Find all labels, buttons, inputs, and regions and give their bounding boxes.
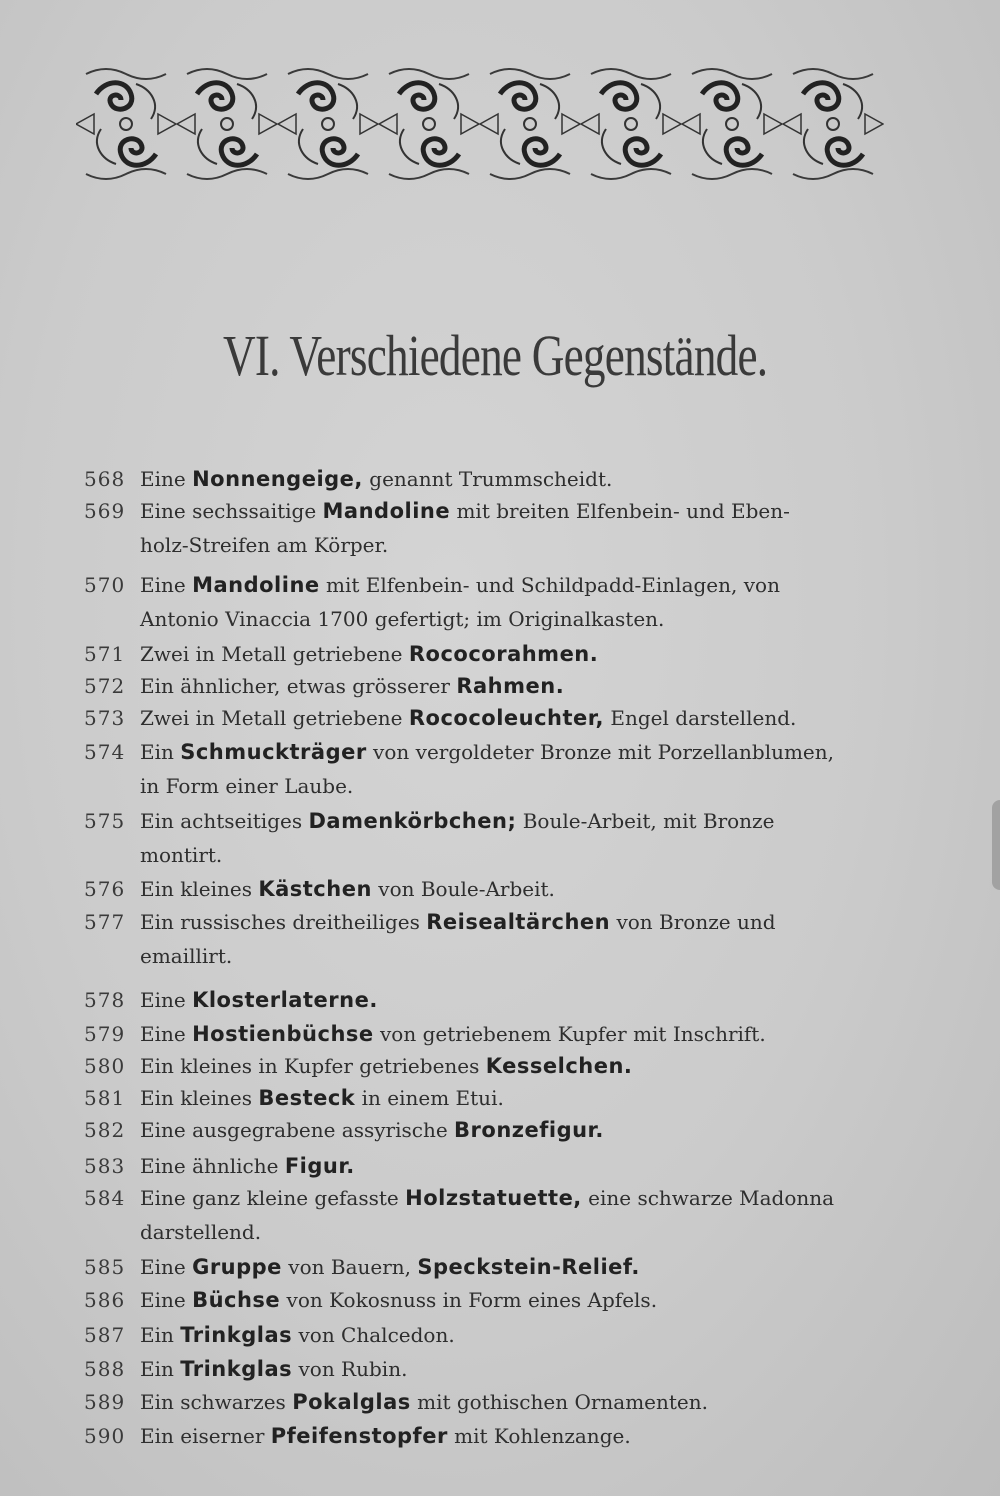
entry-text xyxy=(140,1419,631,1453)
entry-text xyxy=(140,1181,834,1215)
entry-text xyxy=(140,1081,504,1115)
catalogue-entry xyxy=(84,1081,894,1115)
catalogue-entry xyxy=(84,1049,894,1083)
entry-object-name: Damenkörbchen; xyxy=(308,809,517,833)
catalogue-entry xyxy=(84,983,894,1017)
entry-object-name: Schmuckträger xyxy=(180,740,367,764)
entry-object-name: Hostienbüchse xyxy=(192,1022,374,1046)
entry-text-lead: Ein schwarzes xyxy=(140,1390,293,1414)
entry-number: 585 xyxy=(84,1255,126,1279)
catalogue-entry xyxy=(84,1318,894,1352)
entry-text xyxy=(140,983,378,1017)
entry-object-name: Trinkglas xyxy=(180,1323,293,1347)
entry-text-lead: Eine xyxy=(140,988,193,1012)
entry-object-name: Pfeifenstopfer xyxy=(270,1424,448,1448)
catalogue-entry xyxy=(84,804,894,867)
entry-text xyxy=(140,1352,407,1386)
entry-object-name: Gruppe xyxy=(192,1255,282,1279)
entry-object-name: Pokalglas xyxy=(292,1390,411,1414)
entry-text xyxy=(140,494,790,528)
catalogue-entry xyxy=(84,735,894,798)
entry-text-tail: mit breiten Elfenbein- und Eben- xyxy=(450,499,790,523)
entry-number: 587 xyxy=(84,1323,126,1347)
entry-text xyxy=(140,1113,604,1147)
entry-continuation: in Form einer Laube. xyxy=(140,774,354,798)
entry-text xyxy=(140,701,796,735)
entry-text xyxy=(140,462,612,496)
entry-text-lead: Eine xyxy=(140,573,193,597)
entry-text-lead: Eine xyxy=(140,1288,193,1312)
entry-text-tail: von getriebenem Kupfer mit Inschrift. xyxy=(373,1022,766,1046)
catalogue-entry xyxy=(84,1283,894,1317)
catalogue-entry xyxy=(84,568,894,631)
section-heading: VI. Verschiedene Gegenstände. xyxy=(222,323,768,388)
entry-text xyxy=(140,669,564,703)
entry-text-lead: Ein russisches dreitheiliges xyxy=(140,910,427,934)
entry-text-lead: Zwei in Metall getriebene xyxy=(140,642,409,666)
entry-number: 570 xyxy=(84,573,126,597)
entry-object-name: Klosterlaterne. xyxy=(192,988,378,1012)
entry-number: 581 xyxy=(84,1086,126,1110)
entry-text-tail: eine schwarze Madonna xyxy=(581,1186,835,1210)
entry-text-tail: genannt Trummscheidt. xyxy=(362,467,613,491)
entry-text xyxy=(140,568,780,602)
entry-object-name: Kesselchen. xyxy=(485,1054,633,1078)
entry-object-name: Kästchen xyxy=(258,877,372,901)
entry-text-lead: Ein achtseitiges xyxy=(140,809,309,833)
entry-text xyxy=(140,1049,632,1083)
entry-continuation: darstellend. xyxy=(140,1220,262,1244)
entry-number: 568 xyxy=(84,467,126,491)
entry-text xyxy=(140,1250,640,1284)
entry-text-tail: von Bauern, xyxy=(281,1255,418,1279)
entry-text-lead: Ein kleines xyxy=(140,877,259,901)
catalogue-entry xyxy=(84,1419,894,1453)
entry-text-lead: Ein kleines in Kupfer getriebenes xyxy=(140,1054,486,1078)
entry-text xyxy=(140,905,776,939)
entry-number: 574 xyxy=(84,740,126,764)
entry-number: 569 xyxy=(84,499,126,523)
catalogue-entry xyxy=(84,494,894,557)
entry-text xyxy=(140,1283,657,1317)
entry-text-lead: Eine xyxy=(140,1255,193,1279)
entry-number: 580 xyxy=(84,1054,126,1078)
entry-number: 576 xyxy=(84,877,126,901)
entry-text-lead: Eine ganz kleine gefasste xyxy=(140,1186,406,1210)
entry-text-tail: von Bronze und xyxy=(610,910,776,934)
entry-object-name: Holzstatuette, xyxy=(405,1186,582,1210)
entry-text-tail: von vergoldeter Bronze mit Porzellanblumen, xyxy=(366,740,835,764)
entry-continuation: holz-Streifen am Körper. xyxy=(140,533,389,557)
entry-object-name: Figur. xyxy=(284,1154,355,1178)
entry-text-lead: Ein xyxy=(140,1357,181,1381)
catalogue-entry xyxy=(84,1385,894,1419)
entry-text-lead: Eine xyxy=(140,467,193,491)
entry-object-name: Trinkglas xyxy=(180,1357,293,1381)
entry-number: 577 xyxy=(84,910,126,934)
entry-object-name-secondary: Speckstein-Relief. xyxy=(417,1255,640,1279)
entry-text-lead: Ein xyxy=(140,1323,181,1347)
entry-text-tail: mit gothischen Ornamenten. xyxy=(410,1390,708,1414)
entry-text xyxy=(140,872,555,906)
entry-text xyxy=(140,637,598,671)
catalogue-entry xyxy=(84,462,894,496)
entry-text-tail: von Rubin. xyxy=(292,1357,408,1381)
entry-number: 588 xyxy=(84,1357,126,1381)
entry-text xyxy=(140,735,834,769)
entry-number: 572 xyxy=(84,674,126,698)
entry-number: 589 xyxy=(84,1390,126,1414)
entry-text xyxy=(140,804,774,838)
entry-continuation: Antonio Vinaccia 1700 gefertigt; im Originalkasten. xyxy=(140,607,665,631)
entry-text-lead: Ein xyxy=(140,740,181,764)
entry-text-lead: Eine ausgegrabene assyrische xyxy=(140,1118,455,1142)
catalogue-entry xyxy=(84,637,894,671)
entry-object-name: Bronzefigur. xyxy=(454,1118,604,1142)
entry-object-name: Mandoline xyxy=(322,499,451,523)
entry-number: 582 xyxy=(84,1118,126,1142)
entry-object-name: Besteck xyxy=(258,1086,356,1110)
entry-text-lead: Eine xyxy=(140,1022,193,1046)
entry-text-tail: Boule-Arbeit, mit Bronze xyxy=(516,809,775,833)
entry-text-lead: Zwei in Metall getriebene xyxy=(140,706,409,730)
catalogue-entry xyxy=(84,872,894,906)
entry-text-tail: mit Elfenbein- und Schildpadd-Einlagen, von xyxy=(319,573,780,597)
entry-number: 583 xyxy=(84,1154,126,1178)
entry-text-tail: mit Kohlenzange. xyxy=(447,1424,631,1448)
entry-number: 586 xyxy=(84,1288,126,1312)
entry-text xyxy=(140,1149,355,1183)
entry-number: 573 xyxy=(84,706,126,730)
entry-text-tail: von Boule-Arbeit. xyxy=(371,877,555,901)
catalogue-entry xyxy=(84,669,894,703)
entry-text-tail: in einem Etui. xyxy=(355,1086,504,1110)
catalogue-entry xyxy=(84,1352,894,1386)
entry-number: 578 xyxy=(84,988,126,1012)
catalogue-entry xyxy=(84,1017,894,1051)
entry-number: 584 xyxy=(84,1186,126,1210)
entry-text-lead: Ein eiserner xyxy=(140,1424,271,1448)
entry-continuation: emaillirt. xyxy=(140,944,233,968)
entry-continuation: montirt. xyxy=(140,843,223,867)
entry-text-tail: von Kokosnuss in Form eines Apfels. xyxy=(280,1288,658,1312)
entry-object-name: Büchse xyxy=(192,1288,281,1312)
catalogue-entry xyxy=(84,701,894,735)
catalogue-entry xyxy=(84,1149,894,1183)
entry-object-name: Rococorahmen. xyxy=(408,642,599,666)
entry-text xyxy=(140,1385,708,1419)
entry-object-name: Rahmen. xyxy=(456,674,565,698)
entry-text-lead: Eine sechssaitige xyxy=(140,499,323,523)
entry-number: 575 xyxy=(84,809,126,833)
entry-object-name: Mandoline xyxy=(192,573,320,597)
entry-number: 571 xyxy=(84,642,126,666)
entry-object-name: Rococoleuchter, xyxy=(408,706,605,730)
entry-number: 579 xyxy=(84,1022,126,1046)
entry-text-lead: Ein ähnlicher, etwas grösserer xyxy=(140,674,457,698)
entry-number: 590 xyxy=(84,1424,126,1448)
entry-text xyxy=(140,1318,455,1352)
entry-text-tail: von Chalcedon. xyxy=(292,1323,455,1347)
entry-text xyxy=(140,1017,766,1051)
entry-text-lead: Ein kleines xyxy=(140,1086,259,1110)
entry-object-name: Reisealtärchen xyxy=(426,910,611,934)
catalogue-entry xyxy=(84,905,894,968)
catalogue-entry xyxy=(84,1113,894,1147)
page-edge-shadow xyxy=(992,800,1000,890)
catalogue-entry xyxy=(84,1181,894,1244)
entry-object-name: Nonnengeige, xyxy=(192,467,363,491)
entry-text-tail: Engel darstellend. xyxy=(604,706,797,730)
catalogue-entry xyxy=(84,1250,894,1284)
entry-text-lead: Eine ähnliche xyxy=(140,1154,285,1178)
